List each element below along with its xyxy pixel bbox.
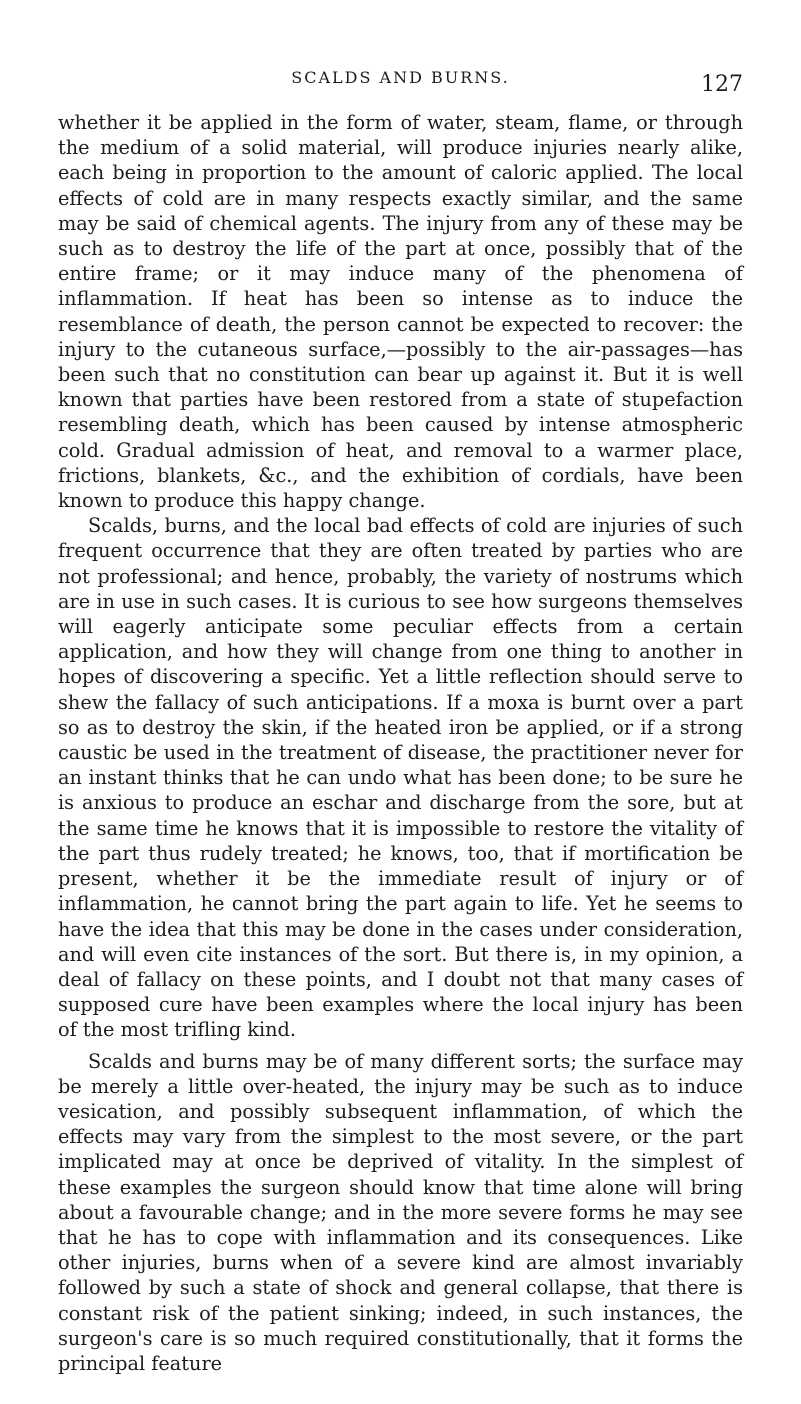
page-number: 127 xyxy=(701,72,743,97)
paragraph-fallacy-of-remedies: Scalds, burns, and the local bad effects of cold are injuries of such frequent occurrence that they are often treated by parties who are not professional; and hence, probably, the variety of nostrums which are in use in such cases. It is curious to see how surgeons themselves will eagerly anticipate some peculiar effects from a certain application, and how they will change from one thing to another in hopes of discovering a specific. Yet a little reflection should serve to shew the fallacy of such anticipations. If a moxa is burnt over a part so as to destroy the skin, if the heated iron be applied, or if a strong caustic be used in the treatment of disease, the practitioner never for an instant thinks that he can undo what has been done; to be sure he is anxious to produce an eschar and discharge from the sore, but at the same time he knows that it is impossible to restore the vitality of the part thus rudely treated; he knows, too, that if mortification be present, whether it be the immediate result of injury or of inflammation, he cannot bring the part again to life. Yet he seems to have the idea that this may be done in the cases under consideration, and will even cite instances of the sort. But there is, in my opinion, a deal of fallacy on these points, and I doubt not that many cases of supposed cure have been examples where the local injury has been of the most trifling kind. xyxy=(58,514,743,1042)
page-header xyxy=(58,68,743,98)
body-text xyxy=(58,110,743,1376)
running-head: SCALDS AND BURNS. xyxy=(291,68,510,87)
paragraph-continuation: whether it be applied in the form of water, steam, flame, or through the medium of a solid material, will produce injuries nearly alike, each being in proportion to the amount of caloric applied. The local effects of cold are in many respects exactly similar, and the same may be said of chemical agents. The injury from any of these may be such as to destroy the life of the part at once, possibly that of the entire frame; or it may induce many of the phenomena of inflammation. If heat has been so intense as to induce the resemblance of death, the person cannot be expected to recover: the injury to the cutaneous surface,—possibly to the air-passages—has been such that no constitution can bear up against it. But it is well known that parties have been restored from a state of stupefaction resembling death, which has been caused by intense atmospheric cold. Gradual admission of heat, and removal to a warmer place, frictions, blankets, &c., and the exhibition of cordials, have been known to produce this happy change. xyxy=(58,111,743,513)
paragraph-kinds-of-burns: Scalds and burns may be of many different sorts; the surface may be merely a little over-heated, the injury may be such as to induce vesication, and possibly subsequent inflammation, of which the effects may vary from the simplest to the most severe, or the part implicated may at once be deprived of vitality. In the simplest of these examples the surgeon should know that time alone will bring about a favourable change; and in the more severe forms he may see that he has to cope with inflammation and its consequences. Like other injuries, burns when of a severe kind are almost invariably followed by such a state of shock and general collapse, that there is constant risk of the patient sinking; indeed, in such instances, the surgeon's care is so much required constitutionally, that it forms the principal feature xyxy=(58,1049,743,1375)
